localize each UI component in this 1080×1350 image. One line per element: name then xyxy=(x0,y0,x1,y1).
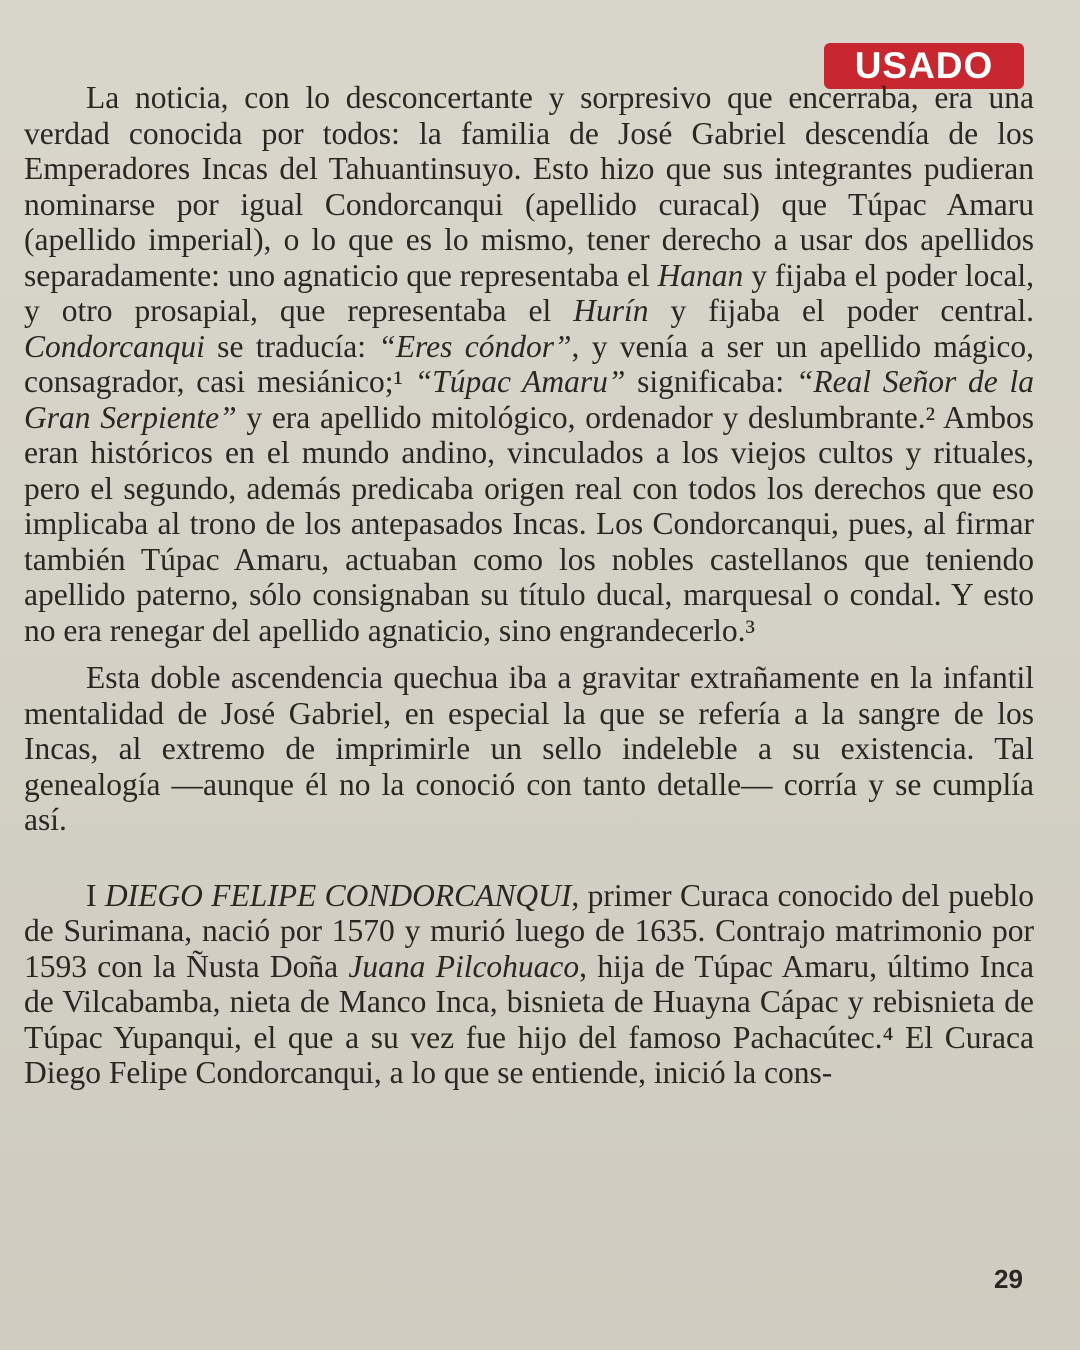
body-text xyxy=(24,80,1034,1091)
spouse-name: Juana Pilcohuaco xyxy=(348,948,580,984)
quote-eres-condor: “Eres cóndor” xyxy=(378,328,572,364)
page-number: 29 xyxy=(994,1264,1023,1294)
p1-text-4: se traducía: xyxy=(204,328,379,364)
p1-text-2: y fijaba el poder local, y otro prosapial, que representaba el xyxy=(24,257,1034,328)
quote-real-senor: “Real Señor de la Gran Serpiente” xyxy=(24,364,1035,435)
generation-numeral: I xyxy=(86,877,105,913)
p1-text-6: significaba: xyxy=(625,364,796,399)
p1-text-1: La noticia, con lo desconcertante y sorpresivo que encerraba, era una verdad conocida por todos: la familia de José Gabriel descendía de los Emperadores Incas del Tahuantinsuyo. Esto hizo que sus integrantes pudieran nominarse por igual Condorcanqui (apellido curacal) que Túpac Amaru (apellido imperial), o lo que es lo mismo, tener derecho a usar dos apellidos separadamente: uno agnaticio que representaba el xyxy=(24,80,1034,293)
ancestor-name: DIEGO FELIPE CONDORCANQUI xyxy=(104,877,572,913)
paragraph-1 xyxy=(24,80,1034,648)
term-hanan: Hanan xyxy=(657,257,744,293)
p1-text-5: , y venía a ser un apellido mágico, consagrador, casi mesiánico;¹ xyxy=(24,328,1034,399)
term-condorcanqui: Condorcanqui xyxy=(24,328,205,364)
quote-tupac-amaru: “Túpac Amaru” xyxy=(414,364,626,399)
used-badge: USADO xyxy=(824,43,1024,89)
paragraph-3 xyxy=(24,878,1034,1091)
term-hurin: Hurín xyxy=(573,293,649,328)
p1-text-7: y era apellido mitológico, ordenador y deslumbrante.² Ambos eran históricos en el mundo andino, vinculados a los viejos cultos y rituales, pero el segundo, además predicaba origen real con todos los derechos que eso implicaba al trono de los antepasados Incas. Los Condorcanqui, pues, al firmar también Túpac Amaru, actuaban como los nobles castellanos que teniendo apellido paterno, sólo consignaban su título ducal, marquesal o condal. Y esto no era renegar del apellido agnaticio, sino engrandecerlo.³ xyxy=(24,399,1035,648)
paragraph-2: Esta doble ascendencia quechua iba a gravitar extrañamente en la infantil mentalidad de José Gabriel, en especial la que se refería a la sangre de los Incas, al extremo de imprimirle un sello indeleble a su existencia. Tal genealogía —aunque él no la conoció con tanto detalle— corría y se cumplía así. xyxy=(24,660,1034,837)
p1-text-3: y fijaba el poder central. xyxy=(648,293,1034,328)
p3-text-2: , hija de Túpac Amaru, último Inca de Vilcabamba, nieta de Manco Inca, bisnieta de Huayna Cápac y rebisnieta de Túpac Yupanqui, el que a su vez fue hijo del famoso Pachacútec.⁴ El Curaca Diego Felipe Condorcanqui, a lo que se entiende, inició la cons- xyxy=(24,948,1034,1090)
p3-text-1: , primer Curaca conocido del pueblo de Surimana, nació por 1570 y murió luego de 1635. Contrajo matrimonio por 1593 con la Ñusta Doña xyxy=(24,877,1034,984)
